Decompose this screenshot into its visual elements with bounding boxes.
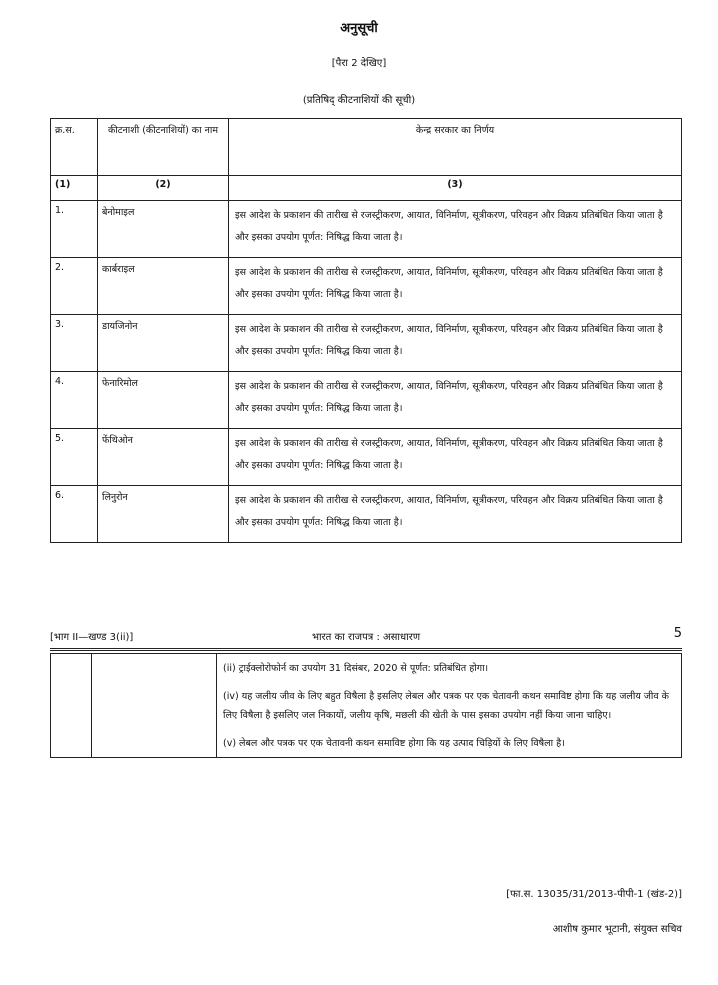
header-divider xyxy=(50,648,682,651)
row-serial: 2. xyxy=(51,258,98,315)
empty-name-cell xyxy=(92,654,217,758)
row-pesticide-name: फेंथिओन xyxy=(98,429,229,486)
column-header-name: कीटनाशी (कीटनाशियों) का नाम xyxy=(98,119,229,176)
gazette-page-header xyxy=(50,626,682,646)
row-serial: 4. xyxy=(51,372,98,429)
row-decision: इस आदेश के प्रकाशन की तारीख से रजस्ट्रीकरण, आयात, विनिर्माण, सूत्रीकरण, परिवहन और विक्रय प्रतिबंधित किया जाता है और इसका उपयोग पूर्णत: निषिद्ध किया जाता है। xyxy=(229,201,682,258)
para-reference: [पैरा 2 देखिए] xyxy=(331,58,387,69)
document-title: अनुसूची xyxy=(340,21,378,36)
continuation-table xyxy=(50,653,682,758)
row-pesticide-name: फेनारिमोल xyxy=(98,372,229,429)
table-row xyxy=(51,372,682,429)
row-decision: इस आदेश के प्रकाशन की तारीख से रजस्ट्रीकरण, आयात, विनिर्माण, सूत्रीकरण, परिवहन और विक्रय प्रतिबंधित किया जाता है और इसका उपयोग पूर्णत: निषिद्ध किया जाता है। xyxy=(229,486,682,543)
column-header-sn: क्र.स. xyxy=(51,119,98,176)
table-row xyxy=(51,486,682,543)
table-row xyxy=(51,315,682,372)
table-row xyxy=(51,429,682,486)
table-row xyxy=(51,201,682,258)
row-decision: इस आदेश के प्रकाशन की तारीख से रजस्ट्रीकरण, आयात, विनिर्माण, सूत्रीकरण, परिवहन और विक्रय प्रतिबंधित किया जाता है और इसका उपयोग पूर्णत: निषिद्ध किया जाता है। xyxy=(229,429,682,486)
row-decision: इस आदेश के प्रकाशन की तारीख से रजस्ट्रीकरण, आयात, विनिर्माण, सूत्रीकरण, परिवहन और विक्रय प्रतिबंधित किया जाता है और इसका उपयोग पूर्णत: निषिद्ध किया जाता है। xyxy=(229,372,682,429)
condition-item: (iv) यह जलीय जीव के लिए बहुत विषैला है इसलिए लेबल और पत्रक पर एक चेतावनी कथन समाविष्ट होगा कि यह जलीय जीव के लिए विषैला है इसलिए जल निकायों, जलीय कृषि, मछली की खेती के पास इसका उपयोग नहीं किया जाना चाहिए। xyxy=(223,691,669,721)
empty-serial-cell xyxy=(51,654,92,758)
table-row xyxy=(51,654,682,758)
gazette-part-label: [भाग II—खण्ड 3(ii)] xyxy=(50,632,134,643)
condition-item: (v) लेबल और पत्रक पर एक चेतावनी कथन समाविष्ट होगा कि यह उत्पाद चिड़ियों के लिए विषैला है। xyxy=(223,738,565,749)
row-decision: इस आदेश के प्रकाशन की तारीख से रजस्ट्रीकरण, आयात, विनिर्माण, सूत्रीकरण, परिवहन और विक्रय प्रतिबंधित किया जाता है और इसका उपयोग पूर्णत: निषिद्ध किया जाता है। xyxy=(229,258,682,315)
row-serial: 5. xyxy=(51,429,98,486)
column-number-2: (2) xyxy=(98,176,229,201)
row-serial: 6. xyxy=(51,486,98,543)
column-header-decision: केन्द्र सरकार का निर्णय xyxy=(229,119,682,176)
document-subtitle: (प्रतिषिद् कीटनाशियों की सूची) xyxy=(302,95,416,106)
column-number-row xyxy=(51,176,682,201)
signatory: आशीष कुमार भूटानी, संयुक्त सचिव xyxy=(552,924,682,935)
gazette-title: भारत का राजपत्र : असाधारण xyxy=(311,632,421,643)
row-pesticide-name: कार्बराइल xyxy=(98,258,229,315)
pesticide-schedule-table xyxy=(50,118,682,543)
column-number-3: (3) xyxy=(229,176,682,201)
row-serial: 1. xyxy=(51,201,98,258)
row-pesticide-name: डायजिनोन xyxy=(98,315,229,372)
page-number: 5 xyxy=(673,626,682,641)
row-pesticide-name: लिनुरोन xyxy=(98,486,229,543)
row-serial: 3. xyxy=(51,315,98,372)
table-row xyxy=(51,258,682,315)
row-pesticide-name: बेनोमाइल xyxy=(98,201,229,258)
column-number-1: (1) xyxy=(51,176,98,201)
condition-item: (ii) ट्राईक्लोरोफोर्न का उपयोग 31 दिसंबर, 2020 से पूर्णत: प्रतिबंधित होगा। xyxy=(223,663,489,674)
table-header-row xyxy=(51,119,682,176)
row-decision: इस आदेश के प्रकाशन की तारीख से रजस्ट्रीकरण, आयात, विनिर्माण, सूत्रीकरण, परिवहन और विक्रय प्रतिबंधित किया जाता है और इसका उपयोग पूर्णत: निषिद्ध किया जाता है। xyxy=(229,315,682,372)
continuation-decision-cell xyxy=(217,654,682,758)
file-reference: [फा.स. 13035/31/2013-पीपी-1 (खंड-2)] xyxy=(506,889,682,900)
